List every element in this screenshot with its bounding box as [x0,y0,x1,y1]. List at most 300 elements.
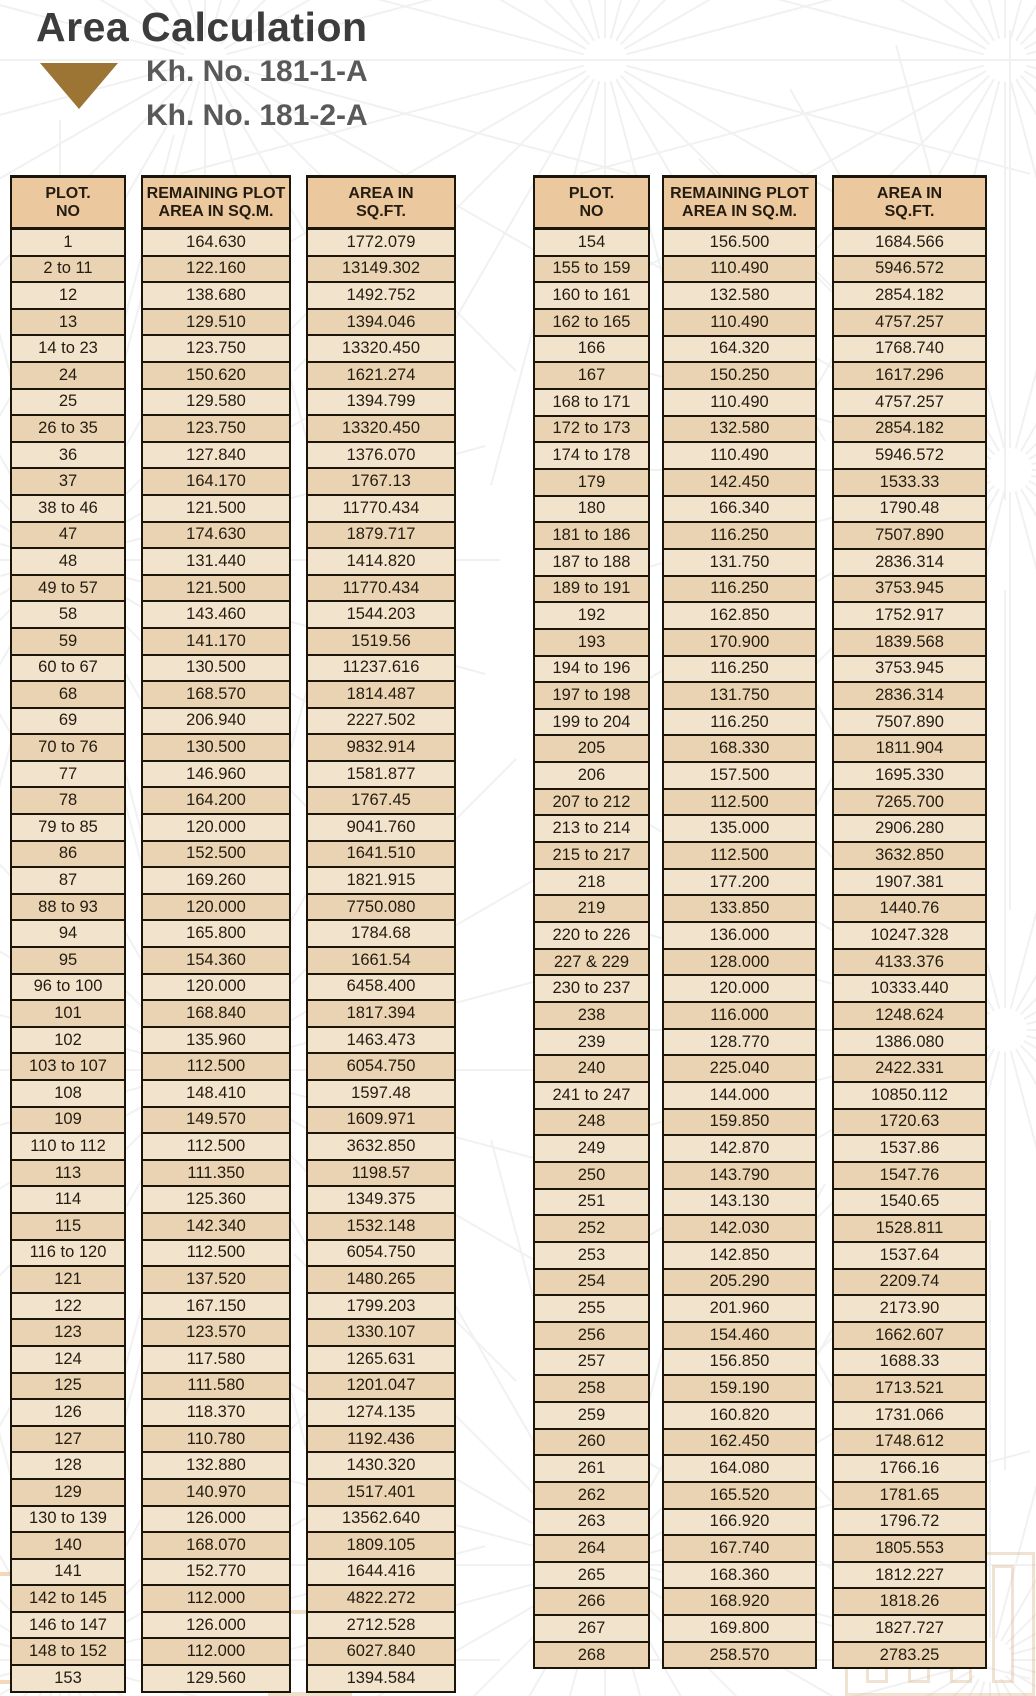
table-cell: 103 to 107 [12,1054,124,1081]
table-cell: 165.800 [143,921,289,948]
table-cell: 1617.296 [834,363,985,390]
table-cell: 252 [535,1216,648,1243]
khasra-numbers [146,50,368,138]
table-cell: 189 to 191 [535,577,648,604]
table-cell: 123.570 [143,1320,289,1347]
table-cell: 1540.65 [834,1190,985,1217]
table-cell: 160 to 161 [535,283,648,310]
table-cell: 5946.572 [834,443,985,470]
table-cell: 180 [535,497,648,524]
table-cell: 1767.13 [308,469,454,496]
table-cell: 7750.080 [308,895,454,922]
table-cell: 160.820 [664,1403,815,1430]
table-cell: 1394.584 [308,1666,454,1693]
table-cell: 125.360 [143,1187,289,1214]
column-plot-no [10,175,126,1693]
table-cell: 69 [12,709,124,736]
table-cell: 5946.572 [834,257,985,284]
table-cell: 68 [12,682,124,709]
table-cell: 168 to 171 [535,390,648,417]
table-cell: 167 [535,363,648,390]
table-cell: 205 [535,736,648,763]
table-cell: 120.000 [143,815,289,842]
table-cell: 11770.434 [308,496,454,523]
table-cell: 165.520 [664,1483,815,1510]
table-cell: 166 [535,337,648,364]
table-cell: 1767.45 [308,788,454,815]
table-cell: 114 [12,1187,124,1214]
table-cell: 1907.381 [834,870,985,897]
table-cell: 110.490 [664,443,815,470]
table-cell: 170.900 [664,630,815,657]
table-cell: 116.000 [664,1003,815,1030]
table-cell: 121.500 [143,576,289,603]
table-cell: 26 to 35 [12,416,124,443]
table-cell: 79 to 85 [12,815,124,842]
table-cell: 174 to 178 [535,443,648,470]
table-cell: 36 [12,443,124,470]
header-line: REMAINING PLOT [146,184,286,202]
area-table-right [533,175,987,1669]
table-cell: 1821.915 [308,868,454,895]
table-cell: 111.350 [143,1161,289,1188]
table-cell: 230 to 237 [535,976,648,1003]
table-cell: 264 [535,1536,648,1563]
table-cell: 60 to 67 [12,656,124,683]
table-cell: 1537.86 [834,1136,985,1163]
table-cell: 201.960 [664,1296,815,1323]
table-cell: 37 [12,469,124,496]
table-cell: 7265.700 [834,790,985,817]
table-cell: 150.620 [143,363,289,390]
table-cell: 154.360 [143,948,289,975]
header-line: PLOT. [45,184,91,202]
table-cell: 4822.272 [308,1586,454,1613]
table-cell: 167.740 [664,1536,815,1563]
table-cell: 131.750 [664,550,815,577]
table-cell: 162.450 [664,1430,815,1457]
column-header-plot-no [12,175,124,230]
table-cell: 142.850 [664,1243,815,1270]
table-cell: 132.880 [143,1453,289,1480]
table-cell: 194 to 196 [535,657,648,684]
area-table-left [10,175,456,1693]
table-cell: 167.150 [143,1294,289,1321]
table-cell: 112.000 [143,1586,289,1613]
table-cell: 258 [535,1376,648,1403]
table-cell: 146 to 147 [12,1613,124,1640]
table-cell: 1662.607 [834,1323,985,1350]
table-cell: 2712.528 [308,1613,454,1640]
table-cell: 12 [12,283,124,310]
table-cell: 123.750 [143,336,289,363]
table-cell: 111.580 [143,1374,289,1401]
table-cell: 1547.76 [834,1163,985,1190]
table-cell: 137.520 [143,1267,289,1294]
table-cell: 148 to 152 [12,1639,124,1666]
table-cell: 206 [535,763,648,790]
table-cell: 110.490 [664,257,815,284]
table-cell: 4133.376 [834,950,985,977]
table-cell: 1784.68 [308,921,454,948]
table-cell: 13562.640 [308,1507,454,1534]
header-line: NO [579,202,604,220]
table-cell: 129.580 [143,390,289,417]
table-cell: 1684.566 [834,230,985,257]
table-cell: 1805.553 [834,1536,985,1563]
table-cell: 251 [535,1190,648,1217]
column-area-sqft [306,175,456,1693]
table-cell: 132.580 [664,283,815,310]
table-cell: 1274.135 [308,1400,454,1427]
table-cell: 78 [12,788,124,815]
table-cell: 2 to 11 [12,257,124,284]
table-cell: 248 [535,1110,648,1137]
table-cell: 3632.850 [308,1134,454,1161]
table-cell: 4757.257 [834,310,985,337]
triangle-icon [40,63,118,109]
table-cell: 120.000 [143,895,289,922]
table-cell: 154.460 [664,1323,815,1350]
header-line: AREA IN SQ.M. [158,202,274,220]
table-cell: 1386.080 [834,1030,985,1057]
table-cell: 241 to 247 [535,1083,648,1110]
khasra-number-2: Kh. No. 181-2-A [146,99,368,132]
table-cell: 256 [535,1323,648,1350]
table-cell: 168.840 [143,1001,289,1028]
table-cell: 1817.394 [308,1001,454,1028]
table-cell: 169.800 [664,1616,815,1643]
table-cell: 1528.811 [834,1216,985,1243]
table-cell: 116.250 [664,657,815,684]
table-cell: 13 [12,310,124,337]
table-cell: 199 to 204 [535,710,648,737]
table-cell: 146.960 [143,762,289,789]
table-cell: 95 [12,948,124,975]
table-cell: 14 to 23 [12,336,124,363]
table-cell: 112.500 [143,1241,289,1268]
table-cell: 1 [12,230,124,257]
table-cell: 192 [535,603,648,630]
column-header-remaining-area [143,175,289,230]
table-cell: 4757.257 [834,390,985,417]
table-cell: 1812.227 [834,1563,985,1590]
table-cell: 126.000 [143,1507,289,1534]
table-cell: 38 to 46 [12,496,124,523]
table-cell: 1695.330 [834,763,985,790]
table-cell: 168.330 [664,736,815,763]
table-cell: 141 [12,1560,124,1587]
table-cell: 135.000 [664,816,815,843]
table-cell: 1265.631 [308,1347,454,1374]
table-cell: 122.160 [143,257,289,284]
table-cell: 2836.314 [834,550,985,577]
table-cell: 225.040 [664,1056,815,1083]
table-cell: 127.840 [143,443,289,470]
table-cell: 3753.945 [834,657,985,684]
table-cell: 206.940 [143,709,289,736]
header-line: AREA IN [876,184,943,202]
table-cell: 143.790 [664,1163,815,1190]
table-cell: 121 [12,1267,124,1294]
table-cell: 1827.727 [834,1616,985,1643]
table-cell: 258.570 [664,1643,815,1670]
table-cell: 124 [12,1347,124,1374]
table-cell: 215 to 217 [535,843,648,870]
table-cell: 1688.33 [834,1350,985,1377]
table-cell: 129 [12,1480,124,1507]
table-cell: 108 [12,1081,124,1108]
column-header-plot-no [535,175,648,230]
table-cell: 268 [535,1643,648,1670]
table-cell: 102 [12,1028,124,1055]
table-cell: 110.490 [664,390,815,417]
table-cell: 1430.320 [308,1453,454,1480]
table-cell: 1192.436 [308,1427,454,1454]
table-cell: 1597.48 [308,1081,454,1108]
table-cell: 240 [535,1056,648,1083]
table-cell: 112.500 [143,1054,289,1081]
table-cell: 1480.265 [308,1267,454,1294]
table-cell: 142.340 [143,1214,289,1241]
table-cell: 1414.820 [308,549,454,576]
table-cell: 164.170 [143,469,289,496]
table-cell: 144.000 [664,1083,815,1110]
table-cell: 117.580 [143,1347,289,1374]
table-cell: 112.500 [664,790,815,817]
table-cell: 254 [535,1270,648,1297]
table-cell: 157.500 [664,763,815,790]
table-cell: 1772.079 [308,230,454,257]
table-cell: 6054.750 [308,1054,454,1081]
table-cell: 1621.274 [308,363,454,390]
table-cell: 1609.971 [308,1108,454,1135]
header-line: AREA IN [348,184,414,202]
table-cell: 1818.26 [834,1589,985,1616]
table-cell: 121.500 [143,496,289,523]
table-cell: 87 [12,868,124,895]
table-cell: 116 to 120 [12,1241,124,1268]
table-cell: 1641.510 [308,842,454,869]
table-cell: 1720.63 [834,1110,985,1137]
table-cell: 141.170 [143,629,289,656]
table-cell: 1376.070 [308,443,454,470]
table-cell: 94 [12,921,124,948]
column-header-remaining-area [664,175,815,230]
table-cell: 2783.25 [834,1643,985,1670]
table-cell: 1661.54 [308,948,454,975]
table-cell: 159.190 [664,1376,815,1403]
table-cell: 101 [12,1001,124,1028]
table-cell: 259 [535,1403,648,1430]
table-cell: 132.580 [664,417,815,444]
table-cell: 112.500 [664,843,815,870]
table-cell: 131.750 [664,683,815,710]
column-plot-no [533,175,650,1669]
table-cell: 115 [12,1214,124,1241]
table-cell: 187 to 188 [535,550,648,577]
table-cell: 130.500 [143,735,289,762]
table-cell: 1492.752 [308,283,454,310]
table-cell: 143.130 [664,1190,815,1217]
table-cell: 59 [12,629,124,656]
table-cell: 2854.182 [834,417,985,444]
table-cell: 1394.799 [308,390,454,417]
table-cell: 1463.473 [308,1028,454,1055]
table-cell: 126 [12,1400,124,1427]
table-cell: 164.080 [664,1456,815,1483]
table-cell: 154 [535,230,648,257]
table-cell: 2854.182 [834,283,985,310]
table-cell: 1544.203 [308,602,454,629]
table-cell: 250 [535,1163,648,1190]
table-cell: 49 to 57 [12,576,124,603]
table-cell: 1768.740 [834,337,985,364]
table-cell: 9041.760 [308,815,454,842]
column-header-area-sqft [834,175,985,230]
table-cell: 1839.568 [834,630,985,657]
table-cell: 143.460 [143,602,289,629]
table-cell: 47 [12,523,124,550]
table-cell: 1731.066 [834,1403,985,1430]
table-cell: 110.490 [664,310,815,337]
table-cell: 123.750 [143,416,289,443]
table-cell: 2209.74 [834,1270,985,1297]
table-cell: 168.070 [143,1533,289,1560]
table-cell: 2906.280 [834,816,985,843]
table-cell: 207 to 212 [535,790,648,817]
table-cell: 1879.717 [308,523,454,550]
table-cell: 1752.917 [834,603,985,630]
table-cell: 162 to 165 [535,310,648,337]
table-cell: 126.000 [143,1613,289,1640]
table-cell: 3753.945 [834,577,985,604]
table-cell: 177.200 [664,870,815,897]
table-cell: 1644.416 [308,1560,454,1587]
table-cell: 267 [535,1616,648,1643]
table-cell: 128.770 [664,1030,815,1057]
table-cell: 86 [12,842,124,869]
table-cell: 7507.890 [834,710,985,737]
table-cell: 6054.750 [308,1241,454,1268]
table-cell: 128.000 [664,950,815,977]
table-cell: 2836.314 [834,683,985,710]
table-cell: 129.560 [143,1666,289,1693]
table-cell: 149.570 [143,1108,289,1135]
table-cell: 227 & 229 [535,950,648,977]
table-cell: 140.970 [143,1480,289,1507]
table-cell: 2227.502 [308,709,454,736]
table-cell: 164.200 [143,788,289,815]
table-cell: 1766.16 [834,1456,985,1483]
table-cell: 181 to 186 [535,523,648,550]
table-cell: 266 [535,1589,648,1616]
header-line: PLOT. [568,184,615,202]
table-cell: 166.340 [664,497,815,524]
table-cell: 140 [12,1533,124,1560]
table-cell: 262 [535,1483,648,1510]
table-cell: 1811.904 [834,736,985,763]
table-cell: 118.370 [143,1400,289,1427]
table-cell: 1517.401 [308,1480,454,1507]
table-cell: 179 [535,470,648,497]
table-cell: 261 [535,1456,648,1483]
table-cell: 253 [535,1243,648,1270]
table-cell: 155 to 159 [535,257,648,284]
table-cell: 193 [535,630,648,657]
table-cell: 159.850 [664,1110,815,1137]
table-cell: 1581.877 [308,762,454,789]
table-cell: 130.500 [143,656,289,683]
table-cell: 120.000 [143,975,289,1002]
table-cell: 150.250 [664,363,815,390]
table-cell: 168.920 [664,1589,815,1616]
table-cell: 70 to 76 [12,735,124,762]
table-cell: 205.290 [664,1270,815,1297]
table-cell: 153 [12,1666,124,1693]
table-cell: 1248.624 [834,1003,985,1030]
table-cell: 6458.400 [308,975,454,1002]
table-cell: 136.000 [664,923,815,950]
table-cell: 1519.56 [308,629,454,656]
page-title: Area Calculation [36,4,368,50]
table-cell: 1330.107 [308,1320,454,1347]
table-cell: 218 [535,870,648,897]
table-cell: 239 [535,1030,648,1057]
table-cell: 1440.76 [834,896,985,923]
table-cell: 135.960 [143,1028,289,1055]
table-cell: 1796.72 [834,1510,985,1537]
column-remaining-area-sqm [141,175,291,1693]
table-cell: 169.260 [143,868,289,895]
table-cell: 13320.450 [308,416,454,443]
watermark-bar [992,1565,1014,1683]
table-cell: 122 [12,1294,124,1321]
header-line: SQ.FT. [356,202,406,220]
table-cell: 172 to 173 [535,417,648,444]
table-cell: 113 [12,1161,124,1188]
header-line: REMAINING PLOT [670,184,809,202]
table-cell: 260 [535,1430,648,1457]
table-cell: 24 [12,363,124,390]
table-cell: 164.630 [143,230,289,257]
table-cell: 1814.487 [308,682,454,709]
table-cell: 130 to 139 [12,1507,124,1534]
table-cell: 168.360 [664,1563,815,1590]
table-cell: 220 to 226 [535,923,648,950]
table-cell: 1533.33 [834,470,985,497]
table-cell: 25 [12,390,124,417]
table-cell: 116.250 [664,710,815,737]
table-cell: 116.250 [664,577,815,604]
table-cell: 2422.331 [834,1056,985,1083]
table-cell: 125 [12,1374,124,1401]
table-cell: 164.320 [664,337,815,364]
khasra-number-1: Kh. No. 181-1-A [146,55,368,88]
table-cell: 123 [12,1320,124,1347]
table-cell: 128 [12,1453,124,1480]
column-header-area-sqft [308,175,454,230]
table-cell: 10333.440 [834,976,985,1003]
table-cell: 1748.612 [834,1430,985,1457]
header-line: NO [56,202,80,220]
column-area-sqft [832,175,987,1669]
table-cell: 10247.328 [834,923,985,950]
table-cell: 7507.890 [834,523,985,550]
table-cell: 1349.375 [308,1187,454,1214]
table-cell: 142 to 145 [12,1586,124,1613]
table-cell: 168.570 [143,682,289,709]
